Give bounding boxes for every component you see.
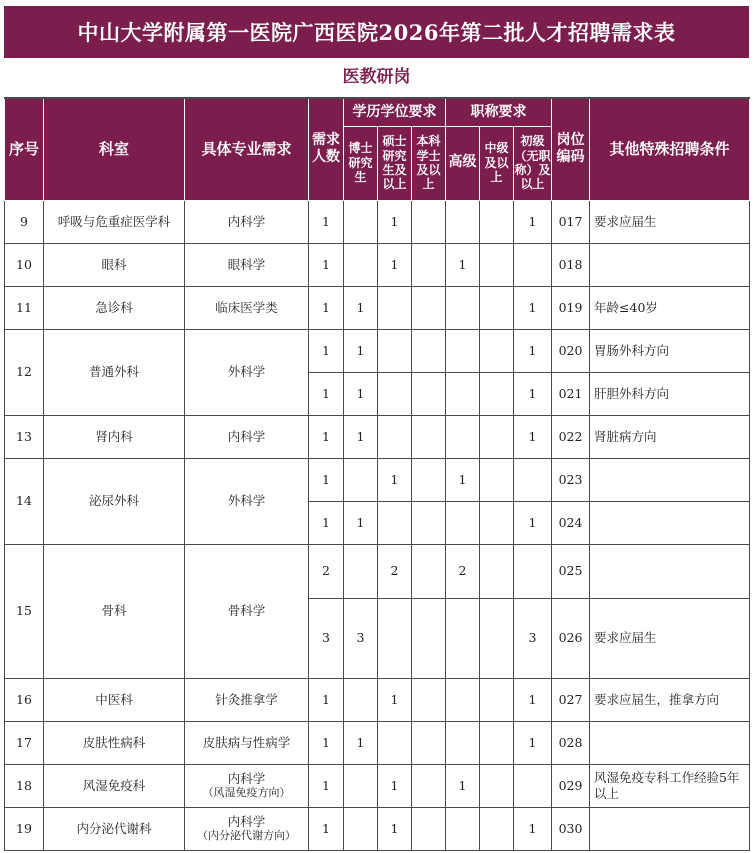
cell-code: 023 [552,458,590,501]
table-row [5,721,750,764]
cell-dept: 泌尿外科 [44,458,185,544]
cell-phd [344,544,378,598]
cell-seq: 13 [5,415,44,458]
cell-junior: 1 [514,678,552,721]
cell-major [185,807,309,850]
cell-master: 1 [378,807,412,850]
cell-bachelor [412,243,446,286]
cell-other: 风湿免疫专科工作经验5年以上 [590,764,750,807]
cell-count: 1 [309,415,344,458]
cell-major-note: （风湿免疫方向） [202,786,291,800]
cell-dept: 皮肤性病科 [44,721,185,764]
cell-master [378,372,412,415]
header-count: 需求人数 [309,98,344,200]
cell-bachelor [412,544,446,598]
cell-phd [344,678,378,721]
cell-bachelor [412,678,446,721]
cell-code: 022 [552,415,590,458]
table-row [5,243,750,286]
header-edu-group: 学历学位要求 [344,98,446,126]
cell-senior [446,200,480,243]
cell-mid [480,501,514,544]
cell-major: 内科学 [185,415,309,458]
cell-other [590,501,750,544]
cell-other: 胃肠外科方向 [590,329,750,372]
cell-code: 027 [552,678,590,721]
cell-junior: 1 [514,807,552,850]
cell-mid [480,458,514,501]
cell-bachelor [412,807,446,850]
cell-dept: 内分泌代谢科 [44,807,185,850]
cell-junior: 1 [514,415,552,458]
cell-major-main: 内科学 [227,813,266,829]
header-title-senior: 高级 [446,126,480,200]
cell-seq: 16 [5,678,44,721]
cell-other: 肾脏病方向 [590,415,750,458]
cell-mid [480,764,514,807]
header-title-group: 职称要求 [446,98,552,126]
cell-junior: 1 [514,372,552,415]
cell-count: 1 [309,764,344,807]
cell-code: 020 [552,329,590,372]
cell-master: 1 [378,678,412,721]
cell-other: 肝胆外科方向 [590,372,750,415]
cell-senior [446,286,480,329]
cell-senior [446,678,480,721]
table-row [5,286,750,329]
cell-junior: 1 [514,286,552,329]
cell-phd: 1 [344,329,378,372]
section-subtitle: 医教研岗 [342,67,411,87]
cell-code: 019 [552,286,590,329]
header-seq: 序号 [5,98,44,200]
cell-count: 1 [309,329,344,372]
cell-mid [480,286,514,329]
table-row [5,200,750,243]
cell-seq: 9 [5,200,44,243]
cell-count: 1 [309,678,344,721]
cell-mid [480,807,514,850]
cell-phd: 1 [344,286,378,329]
cell-seq: 14 [5,458,44,544]
cell-junior: 1 [514,501,552,544]
cell-bachelor [412,286,446,329]
header-major: 具体专业需求 [185,98,309,200]
cell-mid [480,372,514,415]
header-title-junior: 初级（无职称）及以上 [514,126,552,200]
cell-phd: 1 [344,415,378,458]
cell-senior [446,598,480,678]
cell-junior: 3 [514,598,552,678]
cell-seq: 11 [5,286,44,329]
table-row [5,544,750,598]
cell-major-note: （内分泌代谢方向） [197,829,296,843]
cell-code: 025 [552,544,590,598]
cell-master [378,329,412,372]
cell-senior: 1 [446,458,480,501]
cell-major: 临床医学类 [185,286,309,329]
cell-other [590,243,750,286]
cell-bachelor [412,415,446,458]
cell-senior [446,807,480,850]
cell-seq: 15 [5,544,44,678]
header-edu-master: 硕士研究生及以上 [378,126,412,200]
cell-mid [480,415,514,458]
cell-major: 针灸推拿学 [185,678,309,721]
cell-junior [514,458,552,501]
cell-master: 1 [378,200,412,243]
cell-other: 年龄≤40岁 [590,286,750,329]
cell-phd: 3 [344,598,378,678]
cell-seq: 10 [5,243,44,286]
cell-major: 骨科学 [185,544,309,678]
cell-bachelor [412,598,446,678]
cell-senior [446,415,480,458]
cell-senior [446,329,480,372]
cell-master [378,501,412,544]
cell-master: 1 [378,243,412,286]
cell-count: 1 [309,501,344,544]
cell-junior: 1 [514,329,552,372]
cell-senior [446,372,480,415]
cell-code: 018 [552,243,590,286]
header-other: 其他特殊招聘条件 [590,98,750,200]
cell-dept: 风湿免疫科 [44,764,185,807]
cell-major [185,764,309,807]
cell-seq: 19 [5,807,44,850]
cell-mid [480,598,514,678]
cell-senior: 1 [446,243,480,286]
cell-count: 1 [309,243,344,286]
cell-bachelor [412,200,446,243]
table-row [5,415,750,458]
cell-mid [480,329,514,372]
cell-code: 026 [552,598,590,678]
cell-master [378,598,412,678]
header-code: 岗位编码 [552,98,590,200]
cell-major: 外科学 [185,329,309,415]
cell-count: 2 [309,544,344,598]
cell-master [378,286,412,329]
cell-junior: 1 [514,200,552,243]
cell-phd [344,200,378,243]
cell-phd: 1 [344,372,378,415]
cell-code: 017 [552,200,590,243]
header-title-mid: 中级及以上 [480,126,514,200]
cell-master [378,415,412,458]
cell-junior [514,764,552,807]
cell-dept: 急诊科 [44,286,185,329]
cell-other: 要求应届生 [590,200,750,243]
cell-other [590,721,750,764]
cell-major: 皮肤病与性病学 [185,721,309,764]
cell-master: 2 [378,544,412,598]
cell-bachelor [412,764,446,807]
cell-count: 1 [309,807,344,850]
cell-other: 要求应届生 [590,598,750,678]
cell-dept: 普通外科 [44,329,185,415]
cell-major: 外科学 [185,458,309,544]
cell-mid [480,243,514,286]
cell-master [378,721,412,764]
cell-major-main: 内科学 [227,770,266,786]
cell-seq: 17 [5,721,44,764]
table-row [5,678,750,721]
cell-master: 1 [378,764,412,807]
cell-senior [446,721,480,764]
cell-mid [480,200,514,243]
table-row [5,764,750,807]
cell-bachelor [412,329,446,372]
header-dept: 科室 [44,98,185,200]
cell-mid [480,721,514,764]
table-row [5,807,750,850]
cell-phd [344,243,378,286]
cell-dept: 肾内科 [44,415,185,458]
cell-count: 3 [309,598,344,678]
cell-dept: 骨科 [44,544,185,678]
cell-senior: 2 [446,544,480,598]
cell-code: 029 [552,764,590,807]
page-title: 中山大学附属第一医院广西医院2026年第二批人才招聘需求表 [4,6,749,58]
cell-other [590,807,750,850]
cell-phd [344,807,378,850]
cell-seq: 12 [5,329,44,415]
cell-senior: 1 [446,764,480,807]
recruitment-table [4,97,750,851]
header-edu-phd: 博士研究生 [344,126,378,200]
cell-major: 眼科学 [185,243,309,286]
cell-code: 024 [552,501,590,544]
cell-code: 030 [552,807,590,850]
cell-count: 1 [309,458,344,501]
cell-dept: 中医科 [44,678,185,721]
cell-count: 1 [309,372,344,415]
cell-other [590,458,750,501]
cell-bachelor [412,721,446,764]
cell-master: 1 [378,458,412,501]
table-row [5,329,750,372]
cell-junior: 1 [514,721,552,764]
cell-junior [514,544,552,598]
cell-count: 1 [309,286,344,329]
cell-junior [514,243,552,286]
cell-other: 要求应届生，推拿方向 [590,678,750,721]
cell-phd: 1 [344,721,378,764]
cell-phd [344,764,378,807]
cell-bachelor [412,501,446,544]
cell-major: 内科学 [185,200,309,243]
cell-phd: 1 [344,501,378,544]
cell-code: 028 [552,721,590,764]
table-row [5,458,750,501]
cell-count: 1 [309,721,344,764]
cell-seq: 18 [5,764,44,807]
cell-phd [344,458,378,501]
cell-other [590,544,750,598]
cell-mid [480,544,514,598]
cell-senior [446,501,480,544]
cell-code: 021 [552,372,590,415]
cell-bachelor [412,372,446,415]
cell-dept: 呼吸与危重症医学科 [44,200,185,243]
cell-dept: 眼科 [44,243,185,286]
header-edu-bachelor: 本科学士及以上 [412,126,446,200]
cell-mid [480,678,514,721]
cell-bachelor [412,458,446,501]
cell-count: 1 [309,200,344,243]
